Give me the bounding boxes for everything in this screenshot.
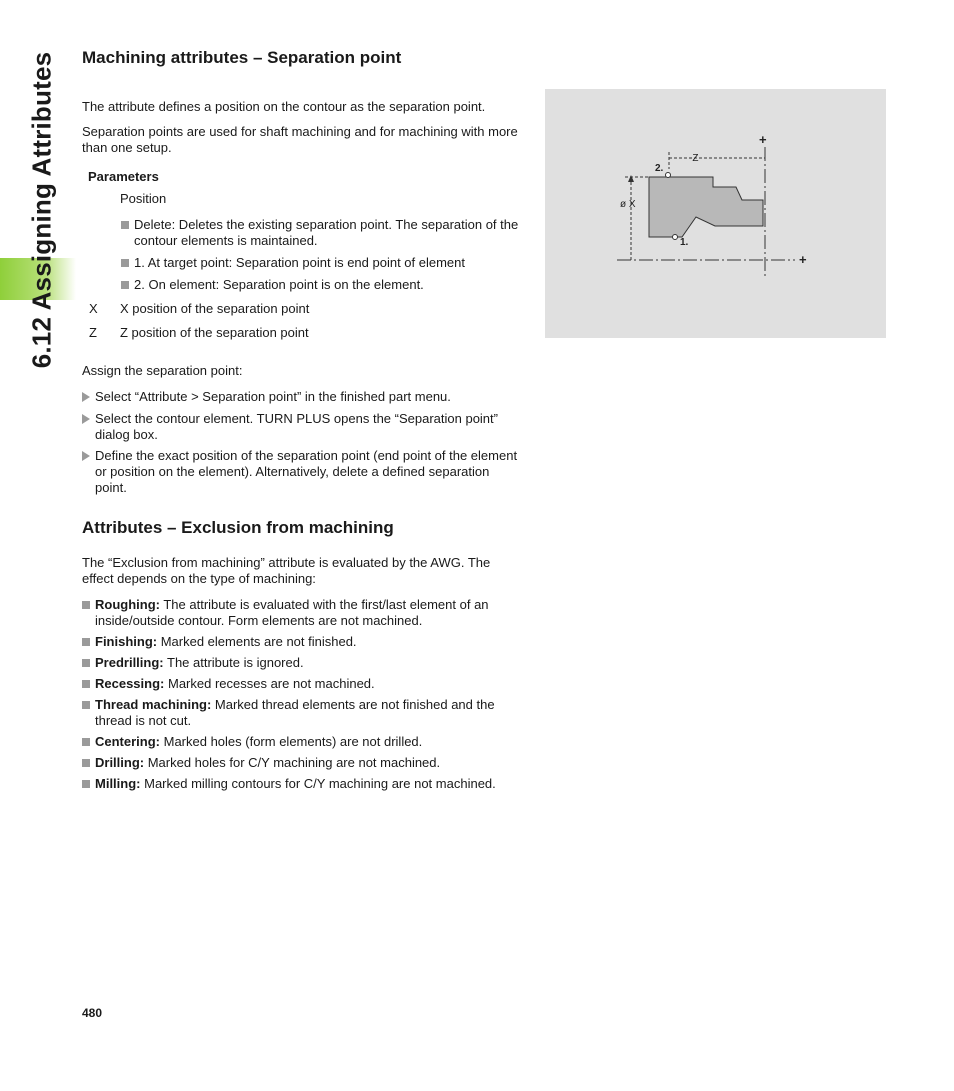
exclusion-item: Milling: Marked milling contours for C/Y machining are not machined. [82, 776, 522, 792]
square-bullet-icon [82, 738, 90, 746]
exclusion-item: Centering: Marked holes (form elements) are not drilled. [82, 734, 522, 750]
section-title-exclusion: Attributes – Exclusion from machining [82, 518, 394, 537]
usage-paragraph: Separation points are used for shaft machining and for machining with more than one setup. [82, 124, 518, 155]
square-bullet-icon [82, 680, 90, 688]
square-bullet-icon [82, 601, 90, 609]
assign-intro: Assign the separation point: [82, 363, 243, 378]
square-bullet-icon [82, 759, 90, 767]
square-bullet-icon [121, 259, 129, 267]
label-point-1: 1. [680, 237, 689, 248]
section-title-separation-point: Machining attributes – Separation point [82, 48, 402, 67]
exclusion-list [82, 597, 522, 792]
position-option: 1. At target point: Separation point is end point of element [121, 255, 521, 271]
step-item: Define the exact position of the separation point (end point of the element or position on the element). Alternatively, delete a defined separation point. [82, 448, 522, 496]
step-item: Select the contour element. TURN PLUS opens the “Separation point” dialog box. [82, 411, 522, 443]
part-contour [649, 177, 763, 237]
intro-paragraph: The attribute defines a position on the contour as the separation point. [82, 99, 486, 114]
separation-point-1 [673, 235, 678, 240]
param-row-z [82, 325, 527, 341]
exclusion-item: Predrilling: The attribute is ignored. [82, 655, 522, 671]
square-bullet-icon [82, 701, 90, 709]
separation-point-figure [545, 89, 886, 338]
square-bullet-icon [121, 281, 129, 289]
arrow-right-icon [82, 392, 90, 402]
chapter-title: 6.12 Assigning Attributes [26, 51, 57, 369]
main-content [82, 48, 527, 792]
exclusion-item: Recessing: Marked recesses are not machined. [82, 676, 522, 692]
step-item: Select “Attribute > Separation point” in the finished part menu. [82, 389, 522, 405]
position-option: Delete: Deletes the existing separation point. The separation of the contour elements is maintained. [121, 217, 521, 249]
exclusion-item: Finishing: Marked elements are not finished. [82, 634, 522, 650]
square-bullet-icon [82, 659, 90, 667]
contour-diagram [545, 89, 886, 338]
exclusion-item: Roughing: The attribute is evaluated with the first/last element of an inside/outside contour. Form elements are not machined. [82, 597, 522, 629]
arrow-right-icon [82, 414, 90, 424]
square-bullet-icon [82, 780, 90, 788]
param-desc: Z position of the separation point [120, 325, 309, 340]
param-desc: X position of the separation point [120, 301, 310, 316]
separation-point-2 [666, 173, 671, 178]
position-option: 2. On element: Separation point is on the element. [121, 277, 521, 293]
exclusion-item: Thread machining: Marked thread elements are not finished and the thread is not cut. [82, 697, 522, 729]
param-key: Z [89, 325, 97, 340]
page-number: 480 [82, 1006, 103, 1020]
exclusion-paragraph: The “Exclusion from machining” attribute is evaluated by the AWG. The effect depends on the type of machining: [82, 555, 491, 586]
label-point-2: 2. [655, 163, 664, 174]
label-diameter-x: ø X [620, 199, 636, 210]
square-bullet-icon [121, 221, 129, 229]
square-bullet-icon [82, 638, 90, 646]
steps-list [82, 389, 522, 496]
position-label: Position [120, 191, 167, 206]
param-row-x [82, 301, 527, 317]
plus-x-symbol: + [759, 132, 767, 147]
position-options [121, 217, 521, 293]
arrow-up-icon [628, 175, 634, 182]
parameters-heading: Parameters [88, 169, 159, 184]
param-key: X [89, 301, 98, 316]
plus-z-symbol: + [799, 252, 807, 267]
exclusion-item: Drilling: Marked holes for C/Y machining are not machined. [82, 755, 522, 771]
label-minus-z: -Z [689, 153, 699, 164]
arrow-right-icon [82, 451, 90, 461]
